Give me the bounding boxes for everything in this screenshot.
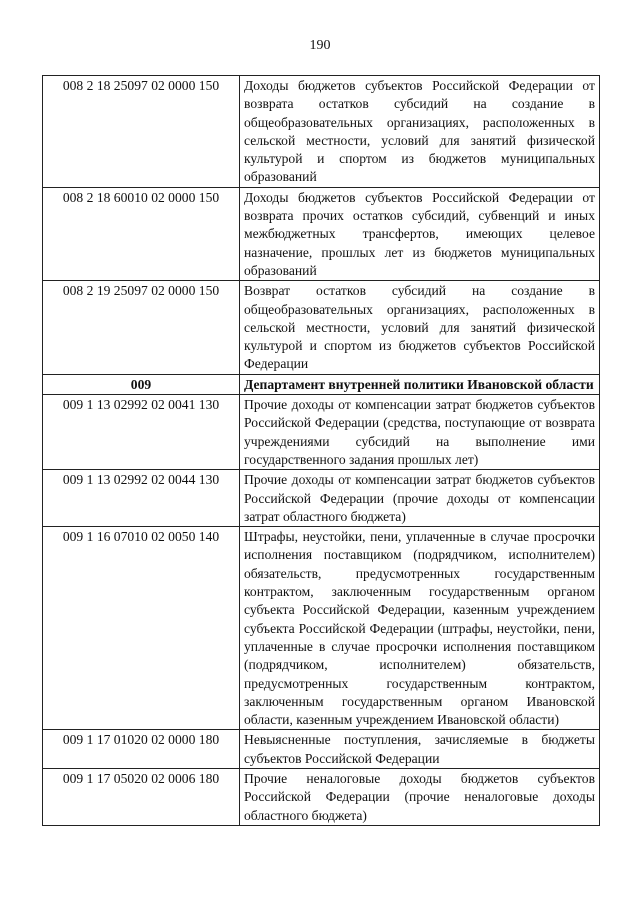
- budget-code-cell: 009: [43, 374, 240, 394]
- table-row: [43, 527, 600, 730]
- table-row: [43, 187, 600, 280]
- page-number: 190: [309, 38, 331, 53]
- table-row: [43, 395, 600, 470]
- budget-code-cell: 009 1 13 02992 02 0044 130: [43, 470, 240, 527]
- budget-code-cell: 009 1 17 01020 02 0000 180: [43, 730, 240, 769]
- table-row: [43, 730, 600, 769]
- description-cell: Прочие доходы от компенсации затрат бюджетов субъектов Российской Федерации (средства, поступающие от возврата учреждениями субсидий на выполнение ими государственного задания прошлых лет): [240, 395, 600, 470]
- table-row: [43, 768, 600, 825]
- budget-code-cell: 008 2 18 25097 02 0000 150: [43, 76, 240, 188]
- section-header-row: [43, 374, 600, 394]
- description-cell: Прочие неналоговые доходы бюджетов субъектов Российской Федерации (прочие неналоговые доходы областного бюджета): [240, 768, 600, 825]
- table-row: [43, 470, 600, 527]
- description-cell: Доходы бюджетов субъектов Российской Федерации от возврата прочих остатков субсидий, субвенций и иных межбюджетных трансфертов, имеющих целевое назначение, прошлых лет из бюджетов муниципальных образований: [240, 187, 600, 280]
- description-cell: Возврат остатков субсидий на создание в общеобразовательных организациях, расположенных в сельской местности, условий для занятий физической культурой и спортом из бюджетов субъектов Российской Федерации: [240, 281, 600, 374]
- budget-code-cell: 008 2 18 60010 02 0000 150: [43, 187, 240, 280]
- description-cell: Доходы бюджетов субъектов Российской Федерации от возврата остатков субсидий на создание в общеобразовательных организациях, расположенных в сельской местности, условий для занятий физической культурой и спортом из бюджетов муниципальных образований: [240, 76, 600, 188]
- budget-code-cell: 009 1 13 02992 02 0041 130: [43, 395, 240, 470]
- budget-codes-table: [42, 75, 600, 826]
- description-cell: Департамент внутренней политики Ивановской области: [240, 374, 600, 394]
- budget-code-cell: 009 1 17 05020 02 0006 180: [43, 768, 240, 825]
- table-row: [43, 281, 600, 374]
- budget-code-cell: 009 1 16 07010 02 0050 140: [43, 527, 240, 730]
- table-row: [43, 76, 600, 188]
- budget-code-cell: 008 2 19 25097 02 0000 150: [43, 281, 240, 374]
- description-cell: Штрафы, неустойки, пени, уплаченные в случае просрочки исполнения поставщиком (подрядчиком, исполнителем) обязательств, предусмотренных государственным контрактом, заключенным государственным органом субъекта Российской Федерации, казенным учреждением субъекта Российской Федерации (штрафы, неустойки, пени, уплаченные в случае просрочки исполнения поставщиком (подрядчиком, исполнителем) обязательств, предусмотренных государственным контрактом, заключенным государственным органом Ивановской области, казенным учреждением Ивановской области): [240, 527, 600, 730]
- description-cell: Прочие доходы от компенсации затрат бюджетов субъектов Российской Федерации (прочие доходы от компенсации затрат областного бюджета): [240, 470, 600, 527]
- description-cell: Невыясненные поступления, зачисляемые в бюджеты субъектов Российской Федерации: [240, 730, 600, 769]
